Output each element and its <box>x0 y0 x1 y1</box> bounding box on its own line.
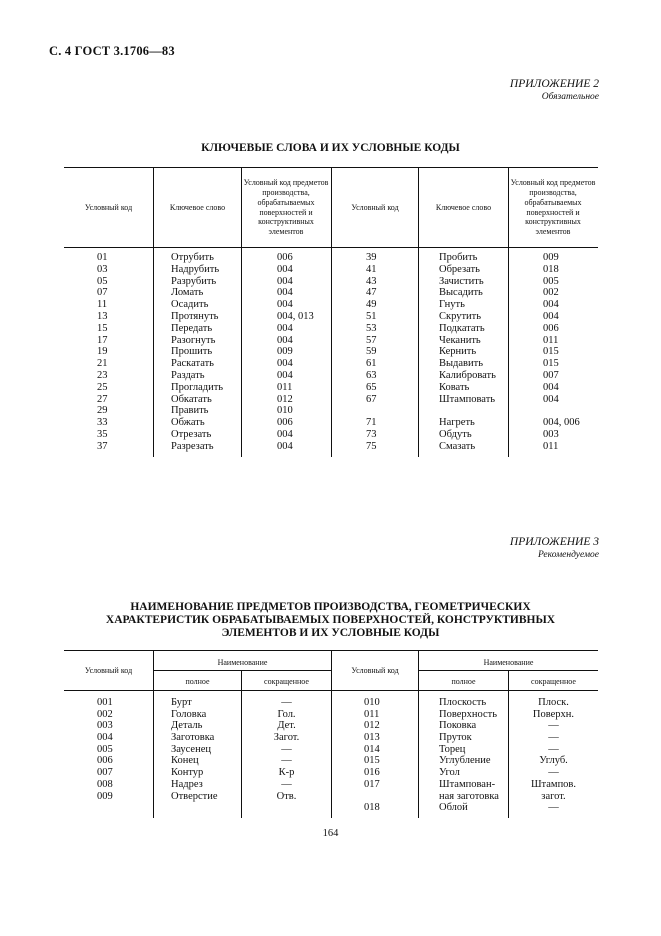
table-cell: 009 <box>543 252 559 263</box>
table-cell: 001 <box>97 697 113 708</box>
table-cell: Обрезать <box>439 263 480 275</box>
table2-title-line3: ЭЛЕМЕНТОВ И ИХ УСЛОВНЫЕ КОДЫ <box>221 627 440 639</box>
table1-right-objects <box>543 252 580 453</box>
table-cell: К-р <box>278 767 295 779</box>
table-cell: 65 <box>366 381 377 393</box>
table-cell: 015 <box>543 358 559 370</box>
table-cell: Угол <box>439 767 460 779</box>
table-cell: 009 <box>277 346 293 358</box>
table-cell: — <box>281 755 292 767</box>
table-cell: 006 <box>543 322 559 334</box>
table2-title-line2: ХАРАКТЕРИСТИК ОБРАБАТЫВАЕМЫХ ПОВЕРХНОСТЕЙ, КОНСТРУКТИВНЫХ <box>105 614 556 626</box>
table-cell: — <box>548 802 559 814</box>
table-cell: 59 <box>366 346 377 358</box>
table-cell: Плоск. <box>538 697 569 708</box>
table-cell: 011 <box>543 334 559 346</box>
table-cell: Отрезать <box>171 428 212 440</box>
table2-right-full <box>439 697 499 814</box>
table-cell: 012 <box>277 393 293 405</box>
table-cell: 013 <box>364 732 380 744</box>
table2-left-short <box>242 697 331 802</box>
table-cell: Скрутить <box>439 310 482 322</box>
table-cell: 19 <box>97 346 108 358</box>
table2-title-line1: НАИМЕНОВАНИЕ ПРЕДМЕТОВ ПРОИЗВОДСТВА, ГЕОМЕТРИЧЕСКИХ <box>130 601 531 613</box>
table-cell: — <box>281 778 292 790</box>
table-cell: Поверхн. <box>532 708 575 720</box>
table-cell: Смазать <box>439 440 476 452</box>
table-cell: 27 <box>97 393 108 405</box>
table-cell: 17 <box>97 334 108 346</box>
table-cell: 008 <box>97 778 113 790</box>
table2-right-short <box>509 697 598 814</box>
table-cell: Штампов. <box>530 778 577 790</box>
table1-right-codes <box>366 252 377 453</box>
appendix2-title: ПРИЛОЖЕНИЕ 2 <box>509 78 599 90</box>
table-cell: Править <box>171 405 209 417</box>
table-cell: 004 <box>277 369 293 381</box>
table2-left-codes <box>97 697 113 802</box>
table1-left-objects <box>277 252 314 453</box>
table-cell: Обжать <box>171 417 205 429</box>
table-cell: 004 <box>277 334 293 346</box>
table-cell: Прошить <box>171 346 213 358</box>
table-cell: Чеканить <box>439 334 481 346</box>
table-cell: 07 <box>97 287 108 299</box>
table-cell: Штамповать <box>439 393 496 405</box>
table-cell: 23 <box>97 369 108 381</box>
table-cell: 004 <box>277 287 293 299</box>
table-cell: 21 <box>97 358 108 370</box>
table-cell: Ломать <box>171 287 204 299</box>
table2-header-full-left: полное <box>185 677 210 686</box>
table-cell: 004 <box>543 381 559 393</box>
table-cell: 73 <box>366 428 377 440</box>
table1-title: КЛЮЧЕВЫЕ СЛОВА И ИХ УСЛОВНЫЕ КОДЫ <box>201 142 460 154</box>
table-cell: загот. <box>541 790 566 802</box>
table-cell: Загот. <box>273 732 300 744</box>
table-cell: Подкатать <box>439 322 485 334</box>
table-cell: ная заготовка <box>439 790 499 802</box>
table-cell: 39 <box>366 252 377 263</box>
table-cell: 004 <box>543 299 559 311</box>
table-cell: 006 <box>97 755 113 767</box>
table-cell: 11 <box>97 299 108 311</box>
table-cell: 018 <box>543 263 559 275</box>
table-cell: 63 <box>366 369 377 381</box>
table-cell: 007 <box>543 369 559 381</box>
table-cell: Обкатать <box>171 393 212 405</box>
table-cell: 004, 006 <box>543 417 580 429</box>
table-cell: — <box>548 720 559 732</box>
table-cell: Отверстие <box>171 790 218 802</box>
table-cell: — <box>548 743 559 755</box>
table-cell: 009 <box>97 790 113 802</box>
table-cell: 017 <box>364 778 380 790</box>
table-cell: Заготовка <box>171 732 215 744</box>
table-cell: Передать <box>171 322 213 334</box>
table-cell: — <box>548 732 559 744</box>
table-cell: 53 <box>366 322 377 334</box>
table2-header-code-left: Условный код <box>84 665 133 675</box>
table-cell: Бурт <box>171 697 192 708</box>
table-cell: Обдуть <box>439 428 472 440</box>
table-cell: 011 <box>277 381 293 393</box>
table-cell: Протянуть <box>171 310 219 322</box>
table-cell: 018 <box>364 802 380 814</box>
table-cell: 29 <box>97 405 108 417</box>
table-cell: Дет. <box>277 720 296 732</box>
table-cell: 010 <box>277 405 293 417</box>
table-cell <box>366 405 377 417</box>
table-cell: Деталь <box>171 720 203 732</box>
appendix3-status: Рекомендуемое <box>537 550 599 560</box>
table-cell: Конец <box>171 755 199 767</box>
table-cell: 47 <box>366 287 377 299</box>
table-cell: Осадить <box>171 299 209 311</box>
table-cell: Разрезать <box>171 440 214 452</box>
table-cell: 011 <box>364 708 380 720</box>
table-cell: 15 <box>97 322 108 334</box>
table-cell: Гнуть <box>439 299 465 311</box>
table-cell: 004 <box>277 299 293 311</box>
table-cell: 005 <box>543 275 559 287</box>
table-cell: 007 <box>97 767 113 779</box>
table-cell: 37 <box>97 440 108 452</box>
table-cell: Отв. <box>276 790 297 802</box>
table-cell: Надрез <box>171 778 203 790</box>
table-cell: 41 <box>366 263 377 275</box>
table-cell: 71 <box>366 417 377 429</box>
table-cell: Выдавить <box>439 358 484 370</box>
appendix2-status: Обязательное <box>541 92 599 102</box>
table-cell: Торец <box>439 743 466 755</box>
table-cell: Зачистить <box>439 275 484 287</box>
table-cell <box>364 791 380 803</box>
table-cell: Облой <box>439 802 468 814</box>
table-cell: 004 <box>277 440 293 452</box>
table1-header-code-right: Условный код <box>351 202 399 212</box>
table-cell <box>543 405 580 417</box>
table-cell: 004 <box>543 393 559 405</box>
table-cell: 004 <box>277 275 293 287</box>
table-cell: 003 <box>543 428 559 440</box>
table-cell: — <box>548 767 559 779</box>
table-cell: — <box>281 743 292 755</box>
table-cell: 004 <box>543 310 559 322</box>
table2-header-short-right: сокращенное <box>531 677 576 686</box>
table-cell: Контур <box>171 767 204 779</box>
table1-header-code-left: Условный код <box>84 202 133 212</box>
table-cell: 75 <box>366 440 377 452</box>
table-cell: 004 <box>97 732 113 744</box>
table2-right-codes <box>364 697 380 814</box>
table1-header-objects-left: Условный код предметов производства, обрабатываемых поверхностей и конструктивных элементов <box>243 178 329 237</box>
table-cell: Отрубить <box>171 252 214 263</box>
table-cell: 05 <box>97 275 108 287</box>
table1-right-words <box>439 252 496 453</box>
table-cell: 010 <box>364 697 380 708</box>
table-cell: 002 <box>97 708 113 720</box>
table-cell: Раскатать <box>171 358 214 370</box>
table-cell: Высадить <box>439 287 483 299</box>
table-cell: 61 <box>366 358 377 370</box>
table-cell: Раздать <box>171 369 205 381</box>
appendix3-title: ПРИЛОЖЕНИЕ 3 <box>509 536 599 548</box>
table-cell: Ковать <box>439 381 470 393</box>
table-cell: 67 <box>366 393 377 405</box>
table-cell: 004 <box>277 428 293 440</box>
table-cell: Плоскость <box>439 697 487 708</box>
table-cell: 03 <box>97 263 108 275</box>
table-cell: Кернить <box>439 346 477 358</box>
page-header: С. 4 ГОСТ 3.1706—83 <box>49 44 175 58</box>
table-cell: 003 <box>97 720 113 732</box>
table-cell: 49 <box>366 299 377 311</box>
table-cell: Гол. <box>277 708 296 720</box>
table-cell: 006 <box>277 417 293 429</box>
table-cell: 004 <box>277 263 293 275</box>
table-cell: — <box>281 697 292 708</box>
table2-header-full-right: полное <box>451 677 476 686</box>
table-cell: Прогладить <box>171 381 224 393</box>
table-cell: 002 <box>543 287 559 299</box>
table-cell: Углубление <box>439 755 491 767</box>
table-cell: Головка <box>171 708 207 720</box>
table2-header-code-right: Условный код <box>351 665 399 675</box>
table1-left-words <box>171 252 223 453</box>
table2-left-full <box>171 697 218 802</box>
table-cell: 51 <box>366 310 377 322</box>
table2-header-name-left: Наименование <box>217 658 268 667</box>
table1-header-objects-right: Условный код предметов производства, обрабатываемых поверхностей и конструктивных элементов <box>510 178 596 237</box>
table-cell: Поковка <box>439 720 477 732</box>
table1-header-keyword-right: Ключевое слово <box>435 202 492 212</box>
table-cell: 004, 013 <box>277 310 314 322</box>
table-cell: 006 <box>277 252 293 263</box>
table-cell: Заусенец <box>171 743 211 755</box>
table-cell: 004 <box>277 358 293 370</box>
table-cell: 57 <box>366 334 377 346</box>
table-cell: 01 <box>97 252 108 263</box>
table-cell: Пробить <box>439 252 478 263</box>
table-cell: 011 <box>543 440 559 452</box>
table-cell: Надрубить <box>171 263 220 275</box>
table-cell: 35 <box>97 428 108 440</box>
table-cell: 43 <box>366 275 377 287</box>
table-cell: Углуб. <box>539 755 568 767</box>
table-cell <box>439 405 496 417</box>
table-cell: Пруток <box>439 732 472 744</box>
table-cell: 25 <box>97 381 108 393</box>
table-cell: 015 <box>543 346 559 358</box>
table-cell: Разогнуть <box>171 334 216 346</box>
table-cell: 005 <box>97 743 113 755</box>
table2-header-name-right: Наименование <box>483 658 534 667</box>
table-cell: Калибровать <box>439 369 496 381</box>
table-cell: Поверхность <box>439 708 498 720</box>
table-cell: Нагреть <box>439 417 475 429</box>
table1-header-keyword-left: Ключевое слово <box>169 202 226 212</box>
table-cell: Разрубить <box>171 275 217 287</box>
table-cell: 016 <box>364 767 380 779</box>
table-cell: Штампован- <box>439 778 496 790</box>
table-cell: 014 <box>364 743 380 755</box>
table2-header-short-left: сокращенное <box>264 677 309 686</box>
table-cell: 012 <box>364 720 380 732</box>
table1-left-codes <box>97 252 108 453</box>
table-cell: 33 <box>97 417 108 429</box>
table-cell: 015 <box>364 755 380 767</box>
table-cell: 13 <box>97 310 108 322</box>
table-cell: 004 <box>277 322 293 334</box>
page-number: 164 <box>322 828 339 839</box>
